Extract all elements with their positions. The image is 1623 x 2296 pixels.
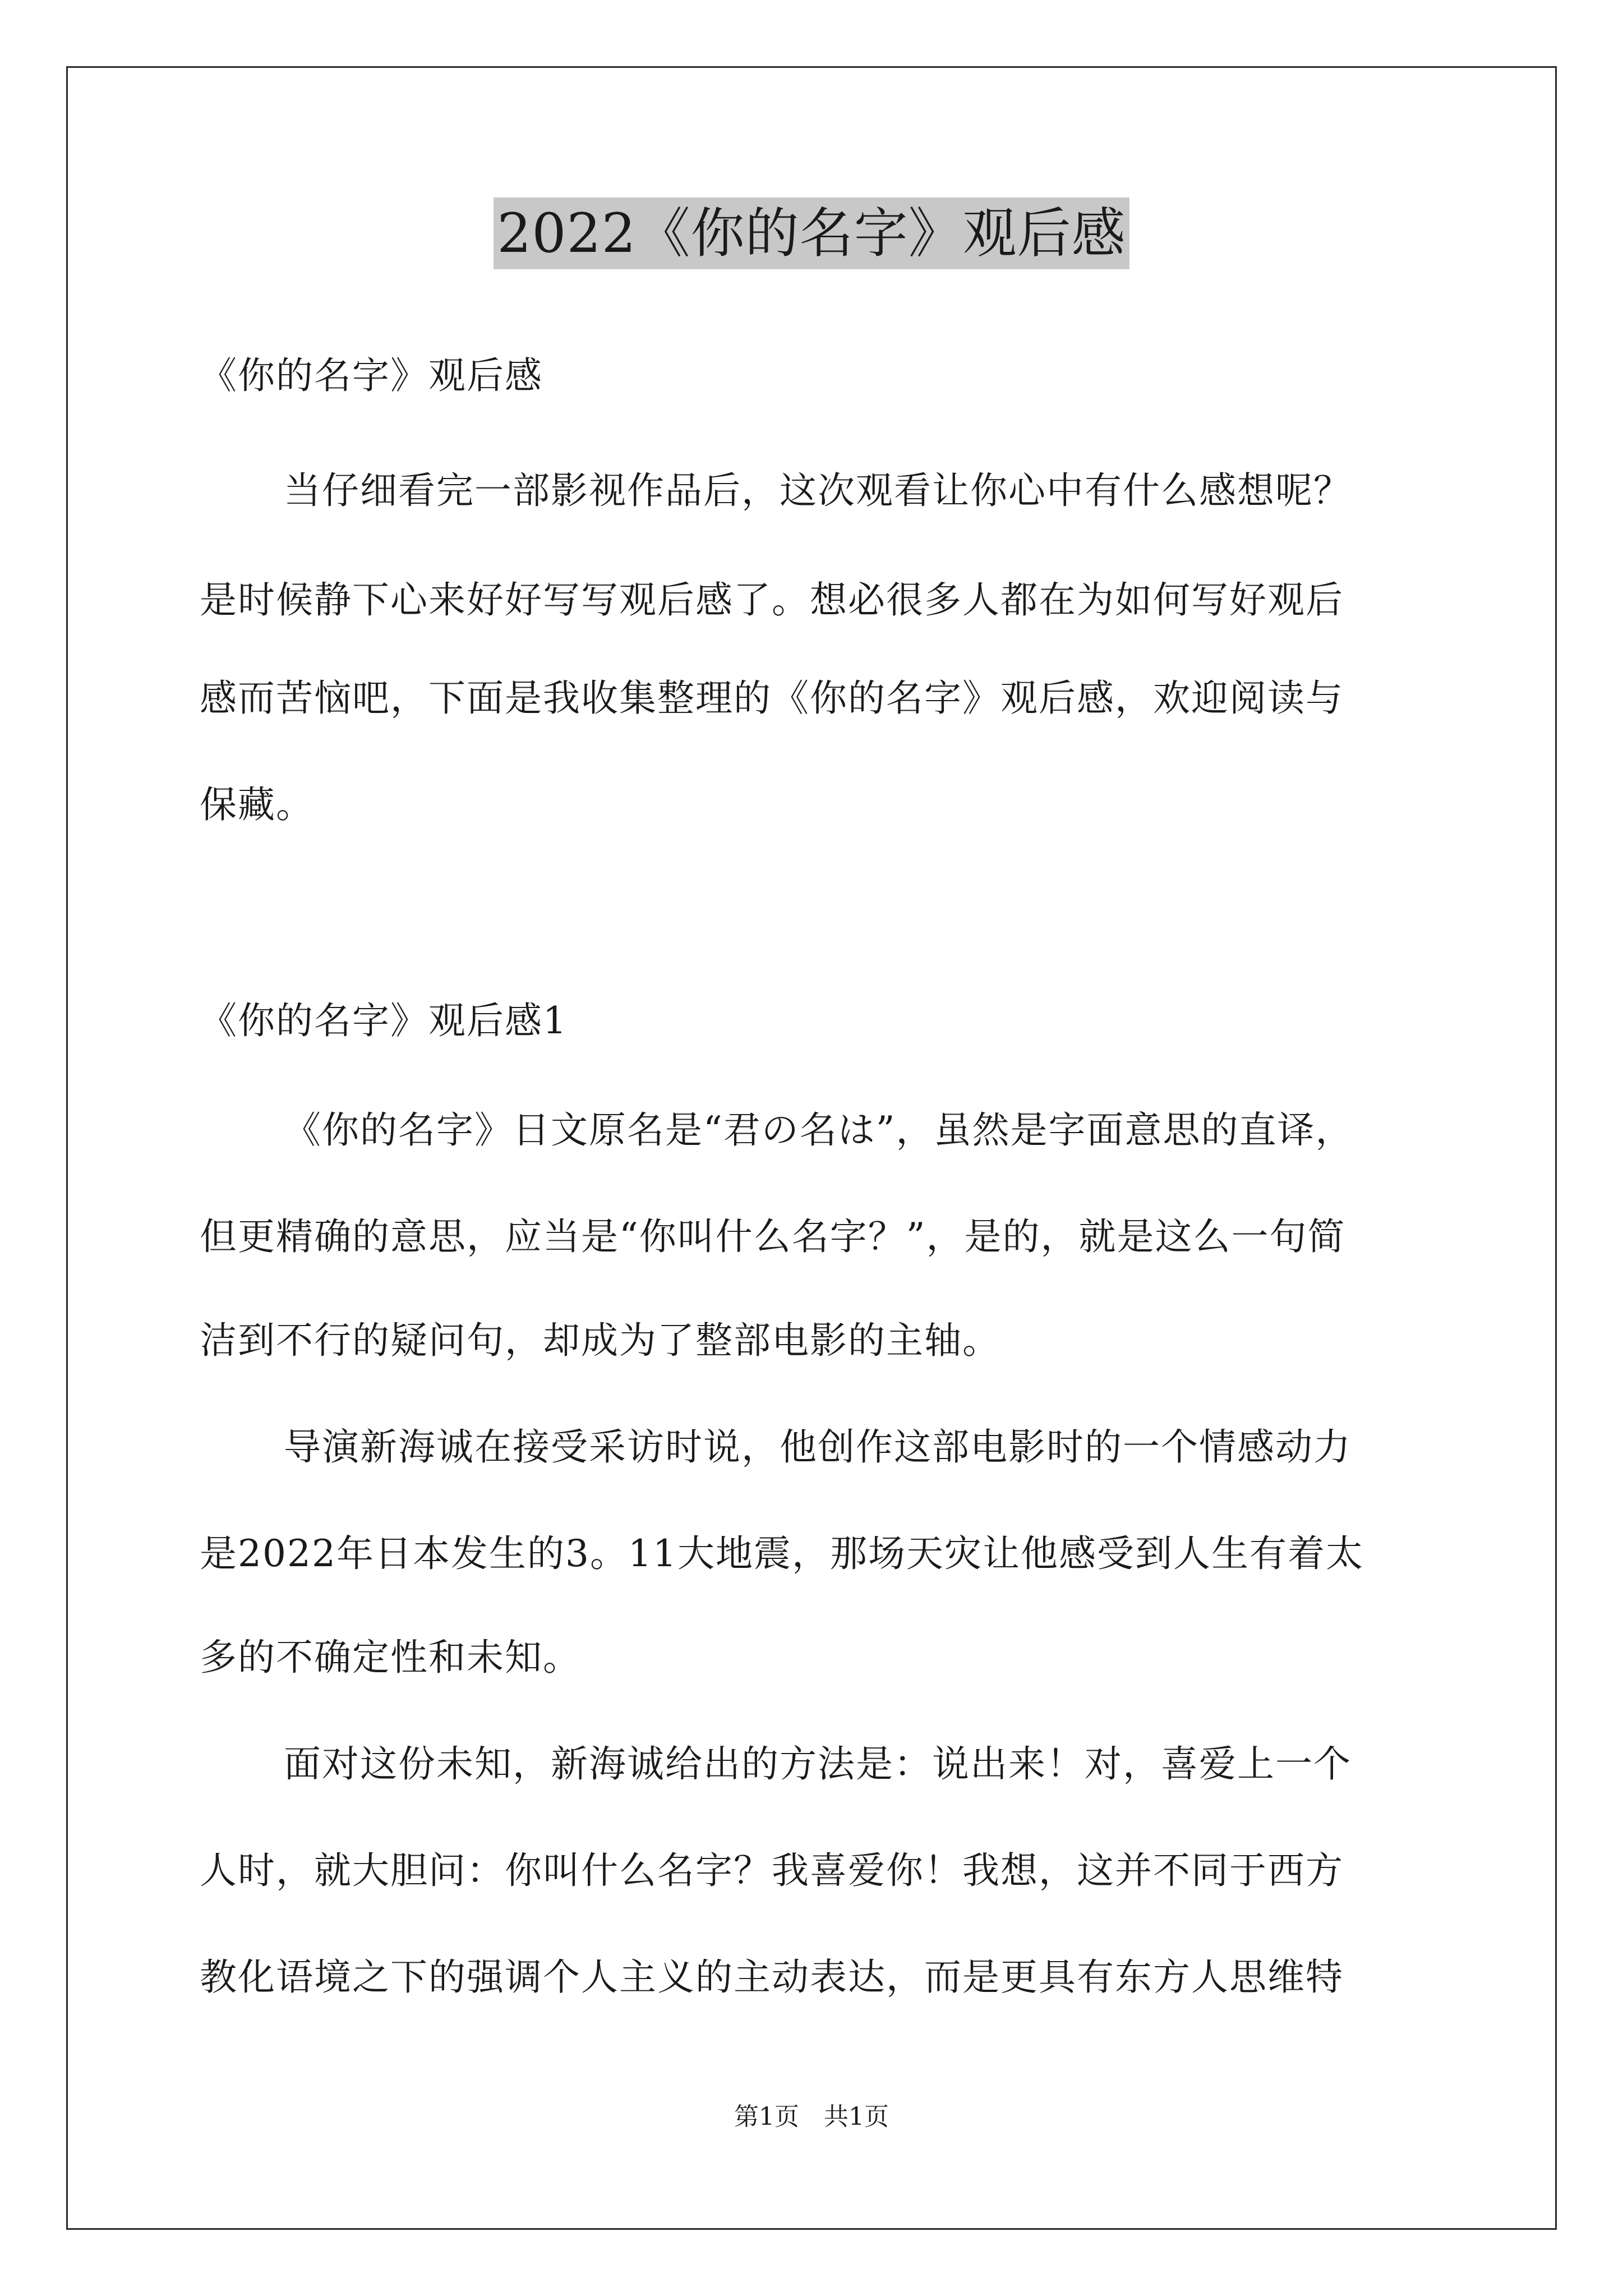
document-title: 2022《你的名字》观后感 [494,197,1129,269]
paragraph-line: 但更精确的意思，应当是“你叫什么名字？”，是的，就是这么一句简 [200,1215,1346,1258]
paragraph-line: 人时，就大胆问：你叫什么名字？我喜爱你！我想，这并不同于西方 [200,1849,1344,1892]
paragraph-line: 教化语境之下的强调个人主义的主动表达，而是更具有东方人思维特 [200,1955,1344,1999]
paragraph-line: 导演新海诚在接受采访时说，他创作这部电影时的一个情感动力 [284,1425,1352,1469]
title-container [0,197,1623,269]
paragraph-line: 洁到不行的疑问句，却成为了整部电影的主轴。 [200,1319,1000,1362]
paragraph-line: 《你的名字》日文原名是“君の名は”，虽然是字面意思的直译， [284,1108,1354,1152]
paragraph-line: 是时候静下心来好好写写观后感了。想必很多人都在为如何写好观后 [200,578,1344,622]
paragraph-line: 当仔细看完一部影视作品后，这次观看让你心中有什么感想呢？ [284,469,1352,512]
paragraph-line: 感而苦恼吧，下面是我收集整理的《你的名字》观后感，欢迎阅读与 [200,677,1344,720]
paragraph-line: 是2022年日本发生的3。11大地震，那场天灾让他感受到人生有着太 [200,1532,1364,1575]
paragraph-line: 面对这份未知，新海诚给出的方法是：说出来！对，喜爱上一个 [284,1742,1352,1786]
page-footer: 第1页 共1页 [734,2102,889,2131]
paragraph-line: 保藏。 [200,783,314,826]
paragraph-line: 多的不确定性和未知。 [200,1636,581,1679]
subtitle-line: 《你的名字》观后感 [200,354,543,397]
section-heading: 《你的名字》观后感1 [200,999,568,1042]
